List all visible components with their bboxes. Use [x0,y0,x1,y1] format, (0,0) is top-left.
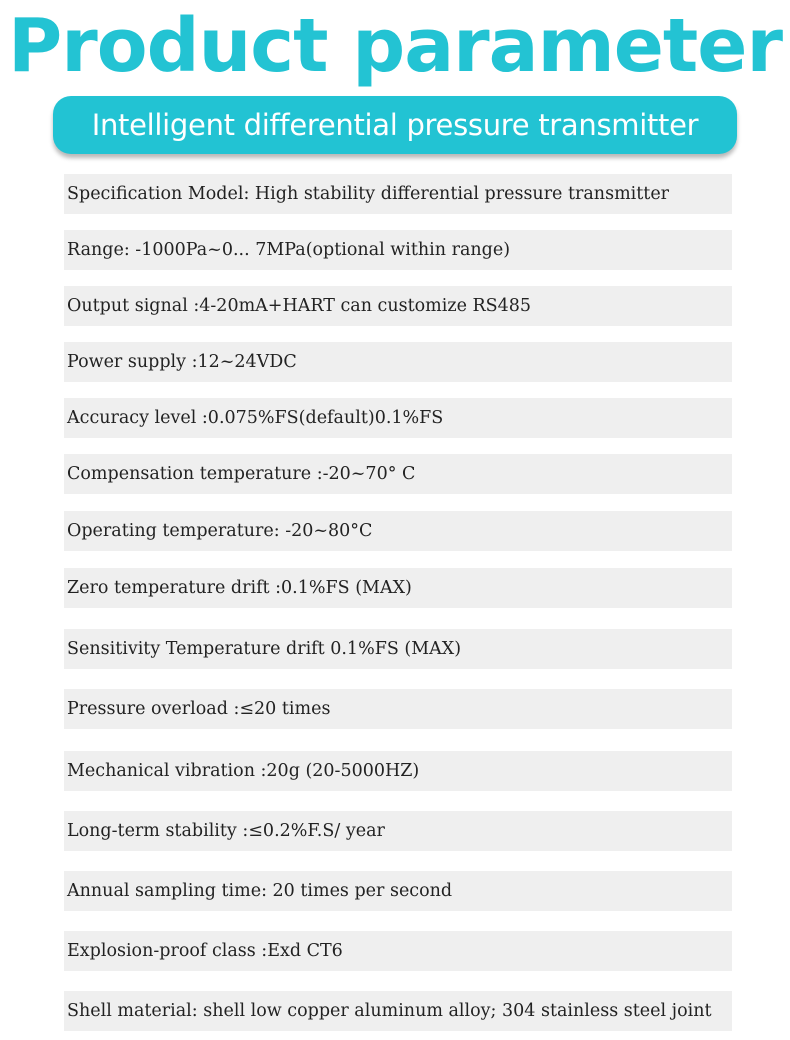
spec-text: Mechanical vibration :20g (20-5000HZ) [67,761,420,781]
spec-text: Specification Model: High stability differential pressure transmitter [67,184,670,204]
spec-row-zero-drift [64,568,732,608]
spec-row-range [64,230,732,270]
spec-row-power-supply [64,342,732,382]
spec-text: Pressure overload :≤20 times [67,699,331,719]
spec-text: Output signal :4-20mA+HART can customize RS485 [67,296,532,316]
spec-row-output-signal [64,286,732,326]
spec-text: Accuracy level :0.075%FS(default)0.1%FS [67,408,444,428]
spec-row-operating-temperature [64,511,732,551]
spec-text: Sensitivity Temperature drift 0.1%FS (MAX) [67,639,462,659]
spec-text: Shell material: shell low copper aluminum alloy; 304 stainless steel joint [67,1001,712,1021]
spec-text: Zero temperature drift :0.1%FS (MAX) [67,578,412,598]
spec-row-compensation-temperature [64,454,732,494]
spec-row-pressure-overload [64,689,732,729]
spec-text: Long-term stability :≤0.2%F.S/ year [67,821,385,841]
spec-row-sampling-time [64,871,732,911]
spec-row-long-term-stability [64,811,732,851]
spec-row-explosion-proof [64,931,732,971]
spec-row-shell-material [64,991,732,1031]
spec-row-model [64,174,732,214]
spec-text: Operating temperature: -20~80°C [67,521,373,541]
subtitle-text: Intelligent differential pressure transmitter [91,108,699,142]
spec-row-accuracy [64,398,732,438]
spec-row-sensitivity-drift [64,629,732,669]
spec-text: Range: -1000Pa~0... 7MPa(optional within range) [67,240,511,260]
spec-text: Compensation temperature :-20~70° C [67,464,416,484]
spec-text: Explosion-proof class :Exd CT6 [67,941,343,961]
spec-row-mechanical-vibration [64,751,732,791]
spec-text: Annual sampling time: 20 times per second [67,881,453,901]
page-title: Product parameter [8,3,782,89]
spec-text: Power supply :12~24VDC [67,352,297,372]
